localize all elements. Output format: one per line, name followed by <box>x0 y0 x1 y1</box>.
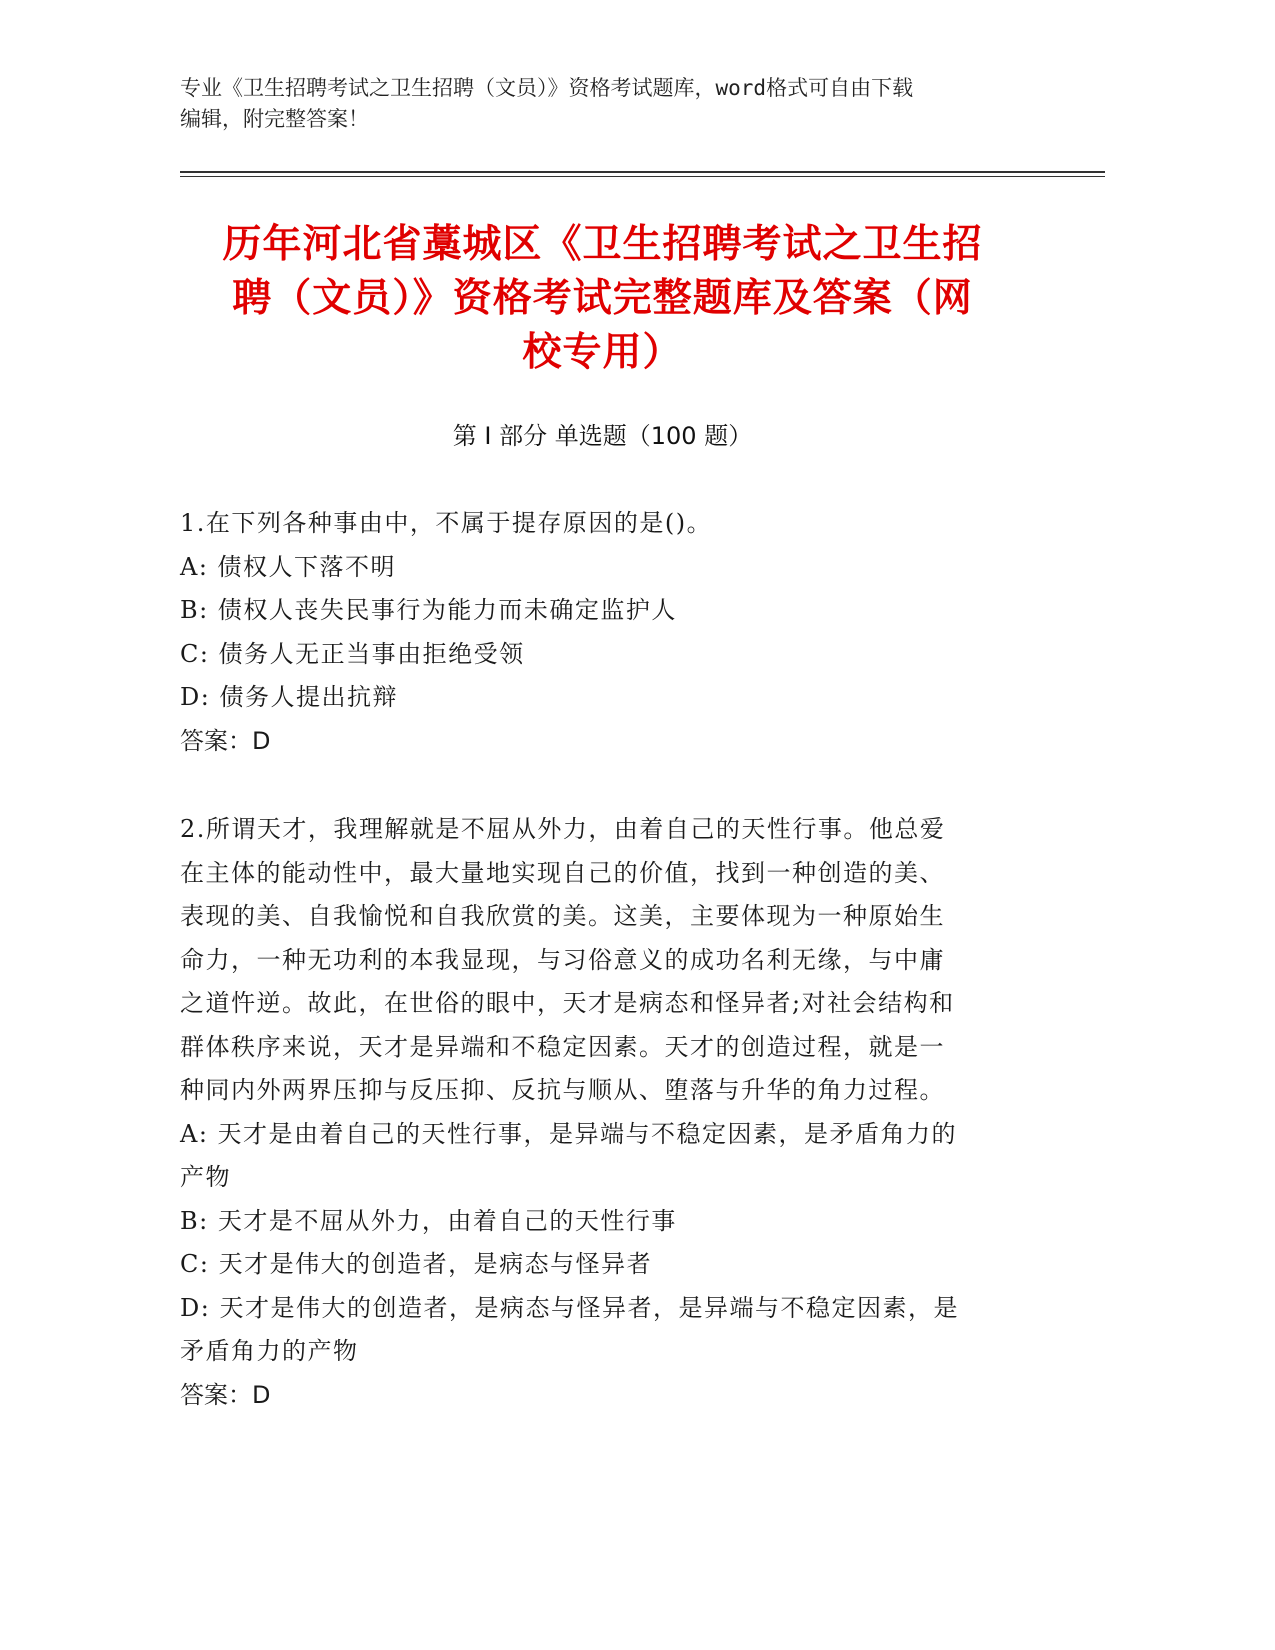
question-2-option-b: B: 天才是不屈从外力，由着自己的天性行事 <box>180 1206 677 1235</box>
question-1-answer: 答案：D <box>180 726 271 755</box>
title-line-1: 历年河北省藁城区《卫生招聘考试之卫生招 <box>222 222 983 267</box>
header-note-line-2: 编辑，附完整答案！ <box>180 107 369 131</box>
question-2-option-a-line-2: 产物 <box>180 1163 231 1191</box>
question-1-option-d: D: 债务人提出抗辩 <box>180 683 398 711</box>
question-2-stem-line-1: 2.所谓天才，我理解就是不屈从外力，由着自己的天性行事。他总爱 <box>180 815 946 843</box>
question-2-option-d-line-1: D: 天才是伟大的创造者，是病态与怪异者，是异端与不稳定因素，是 <box>180 1293 959 1322</box>
question-2-stem-line-2: 在主体的能动性中，最大量地实现自己的价值，找到一种创造的美、 <box>180 858 945 887</box>
header-divider-thick <box>180 171 1105 173</box>
document-title <box>180 218 1025 380</box>
question-1-option-b: B: 债权人丧失民事行为能力而未确定监护人 <box>180 596 677 624</box>
question-2-stem-line-3: 表现的美、自我愉悦和自我欣赏的美。这美，主要体现为一种原始生 <box>180 902 945 930</box>
question-2-stem-line-4: 命力，一种无功利的本我显现，与习俗意义的成功名利无缘，与中庸 <box>180 945 945 974</box>
question-2-stem-line-7: 种同内外两界压抑与反压抑、反抗与顺从、堕落与升华的角力过程。 <box>180 1076 945 1104</box>
header-divider-thin <box>180 176 1105 177</box>
question-1-option-c: C: 债务人无正当事由拒绝受领 <box>180 639 525 668</box>
question-2-answer: 答案：D <box>180 1380 271 1409</box>
header-note <box>180 73 1040 135</box>
title-line-3: 校专用） <box>522 330 683 375</box>
question-2 <box>180 808 1030 1417</box>
question-1-option-a: A: 债权人下落不明 <box>180 552 397 581</box>
section-heading: 第 I 部分 单选题（100 题） <box>452 422 753 450</box>
title-line-2: 聘（文员）》资格考试完整题库及答案（网 <box>232 276 973 321</box>
question-2-option-c: C: 天才是伟大的创造者，是病态与怪异者 <box>180 1250 653 1278</box>
question-2-stem-line-5: 之道忤逆。故此，在世俗的眼中，天才是病态和怪异者;对社会结构和 <box>180 989 955 1017</box>
question-1-stem: 1.在下列各种事由中，不属于提存原因的是()。 <box>180 509 713 537</box>
question-2-option-a-line-1: A: 天才是由着自己的天性行事，是异端与不稳定因素，是矛盾角力的 <box>180 1119 958 1148</box>
question-2-stem-line-6: 群体秩序来说，天才是异端和不稳定因素。天才的创造过程，就是一 <box>180 1032 945 1061</box>
header-note-line-1: 专业《卫生招聘考试之卫生招聘（文员）》资格考试题库，word格式可自由下载 <box>180 76 914 100</box>
question-1 <box>180 502 1030 763</box>
question-2-option-d-line-2: 矛盾角力的产物 <box>180 1337 359 1365</box>
